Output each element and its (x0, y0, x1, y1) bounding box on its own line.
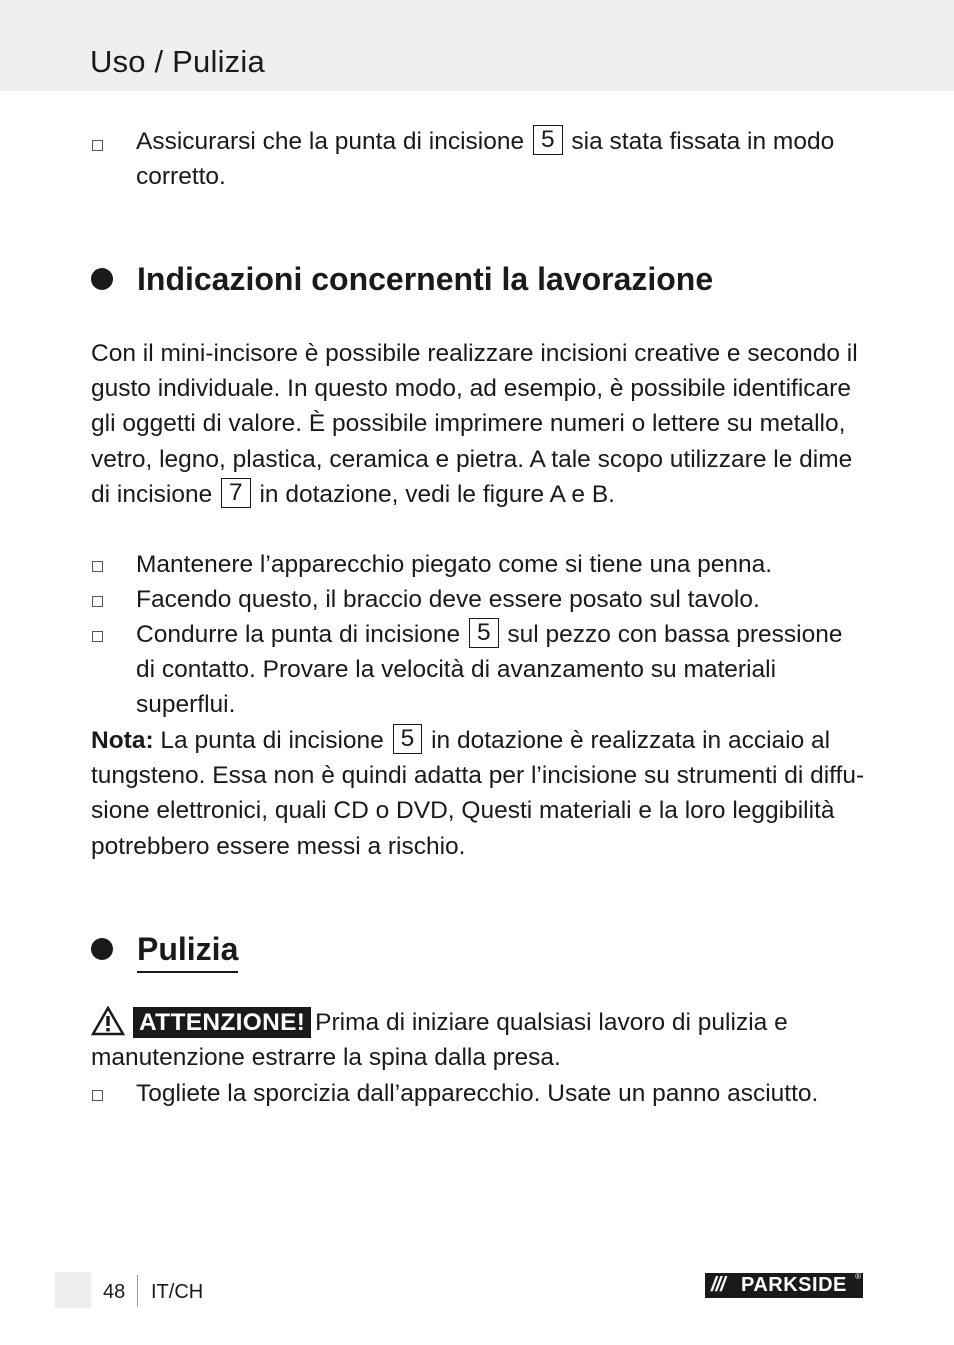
note-text: La punta di incisione (160, 727, 384, 754)
warning-text: Prima di iniziare qualsiasi lavoro di pulizia e manutenzione estrarre la spina dalla presa. (91, 1009, 788, 1072)
list-item-text: Togliete la sporcizia dall’apparecchio. Usate un panno asciutto. (136, 1080, 819, 1107)
bullet-square-icon (92, 1090, 103, 1101)
page-title: Uso / Pulizia (90, 44, 265, 79)
section-heading-text: Indicazioni concernenti la lavorazione (137, 261, 714, 297)
list-item (91, 1076, 867, 1112)
list-item-text-part: sia stata fissata in modo corretto. (136, 128, 835, 191)
section-heading (91, 259, 867, 299)
list-item (91, 582, 867, 618)
list-item-text-part: Assicurarsi che la punta di incisione (136, 128, 525, 155)
note-paragraph (91, 723, 867, 864)
footer-divider (137, 1275, 138, 1307)
list-item (91, 124, 867, 196)
part-reference-box: 5 (393, 724, 423, 754)
section-heading (91, 929, 391, 973)
footer-marker (55, 1272, 91, 1308)
note-label: Nota: (91, 727, 154, 754)
warning-triangle-icon (91, 1006, 125, 1036)
list-item-text: Mantenere l’apparecchio piegato come si tiene una penna. (136, 551, 773, 578)
registered-mark: ® (855, 1272, 861, 1281)
list-item-text: Facendo questo, il braccio deve essere posato sul tavolo. (136, 586, 760, 613)
part-reference-box: 5 (469, 618, 499, 648)
list-item (91, 617, 867, 719)
bullet-square-icon (92, 561, 103, 572)
paragraph (91, 336, 867, 512)
list-item (91, 547, 867, 583)
warning-badge: ATTENZIONE! (133, 1007, 311, 1038)
paragraph-text: Con il mini-incisore è possibile realizzare incisioni creative e secondo il gusto individuale. In questo modo, ad esempio, è possibile identificare gli oggetti di valore. È possibile imprimere numeri o lettere su metallo, vetro, legno, plastica, ceramica e pietra. A tale scopo utilizzare le dime di incisione (91, 340, 858, 508)
page-header (0, 0, 954, 91)
note-text: in dotazione è realizzata in acciaio al tungsteno. Essa non è quindi adatta per l’incisione su strumenti di diffu- sione elettronici, quali CD o DVD, Questi materiali e la loro leggibilità potrebbero essere messi a rischio. (91, 727, 865, 860)
list-item-text (136, 617, 867, 723)
parkside-logo (705, 1273, 863, 1298)
bullet-dot-icon (91, 268, 113, 290)
bullet-square-icon (92, 596, 103, 607)
list-item-text (136, 124, 867, 194)
logo-slashes: /// (711, 1274, 725, 1296)
bullet-square-icon (92, 631, 103, 642)
logo-text: PARKSIDE (741, 1274, 847, 1296)
section-heading-text: Pulizia (137, 929, 238, 973)
part-reference-box: 5 (533, 125, 563, 155)
bullet-dot-icon (91, 938, 113, 960)
paragraph-text: in dotazione, vedi le figure A e B. (259, 480, 615, 508)
locale-label: IT/CH (151, 1281, 204, 1303)
page-number: 48 (103, 1281, 126, 1303)
part-reference-box: 7 (221, 478, 251, 508)
warning-paragraph (91, 1005, 867, 1075)
bullet-square-icon (92, 140, 103, 151)
list-item-text-part: Condurre la punta di incisione (136, 621, 461, 648)
list-item-text-part: sul pezzo con bassa pressione di contatto. Provare la velocità di avanzamento su materiali superflui. (136, 621, 843, 719)
